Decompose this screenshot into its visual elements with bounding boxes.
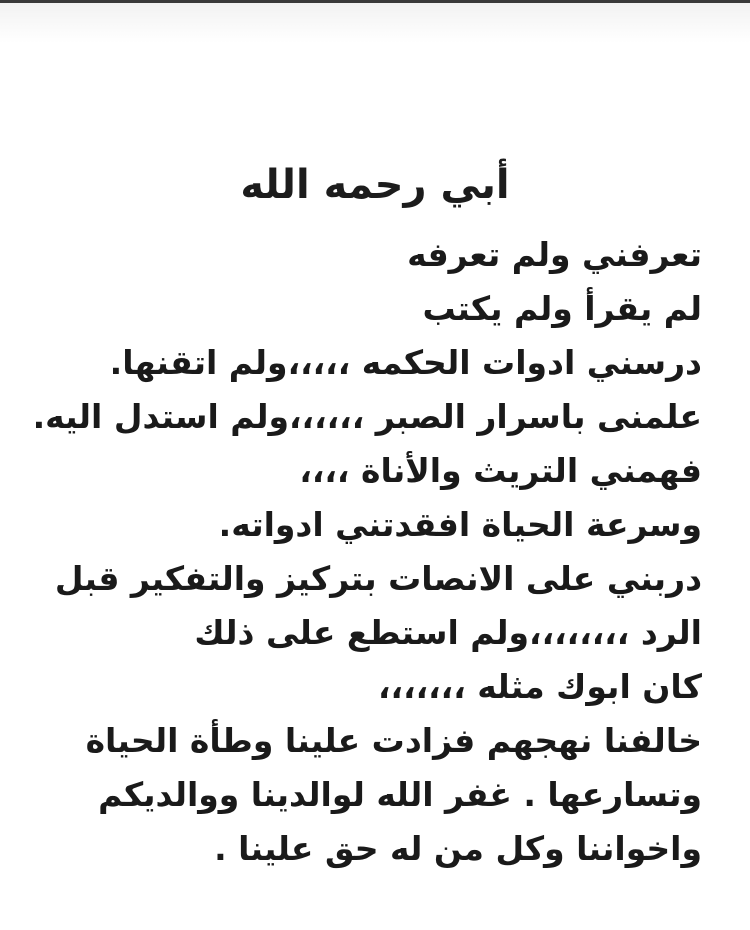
poem-line: درسني ادوات الحكمه ،،،،،ولم اتقنها. [109, 343, 702, 382]
poem-line: الرد ،،،،،،،،ولم استطع على ذلك [194, 613, 702, 652]
poem-line: تعرفني ولم تعرفه [407, 235, 702, 274]
poem-body [32, 228, 702, 876]
poem-line: علمنى باسرار الصبر ،،،،،،ولم استدل اليه. [32, 397, 702, 436]
poem-line: كان ابوك مثله ،،،،،،، [378, 667, 702, 706]
document-title: أبي رحمه الله [240, 162, 510, 208]
poem-line: لم يقرأ ولم يكتب [422, 289, 702, 328]
poem-line: دربني على الانصات بتركيز والتفكير قبل [54, 559, 702, 598]
poem-line: فهمني التريث والأناة ،،،، [299, 451, 702, 490]
poem-line: وسرعة الحياة افقدتني ادواته. [218, 505, 702, 544]
poem-line: واخواننا وكل من له حق علينا . [214, 829, 702, 868]
poem-line: خالفنا نهجهم فزادت علينا وطأة الحياة [85, 721, 702, 760]
poem-line: وتسارعها . غفر الله لوالدينا ووالديكم [98, 775, 702, 814]
